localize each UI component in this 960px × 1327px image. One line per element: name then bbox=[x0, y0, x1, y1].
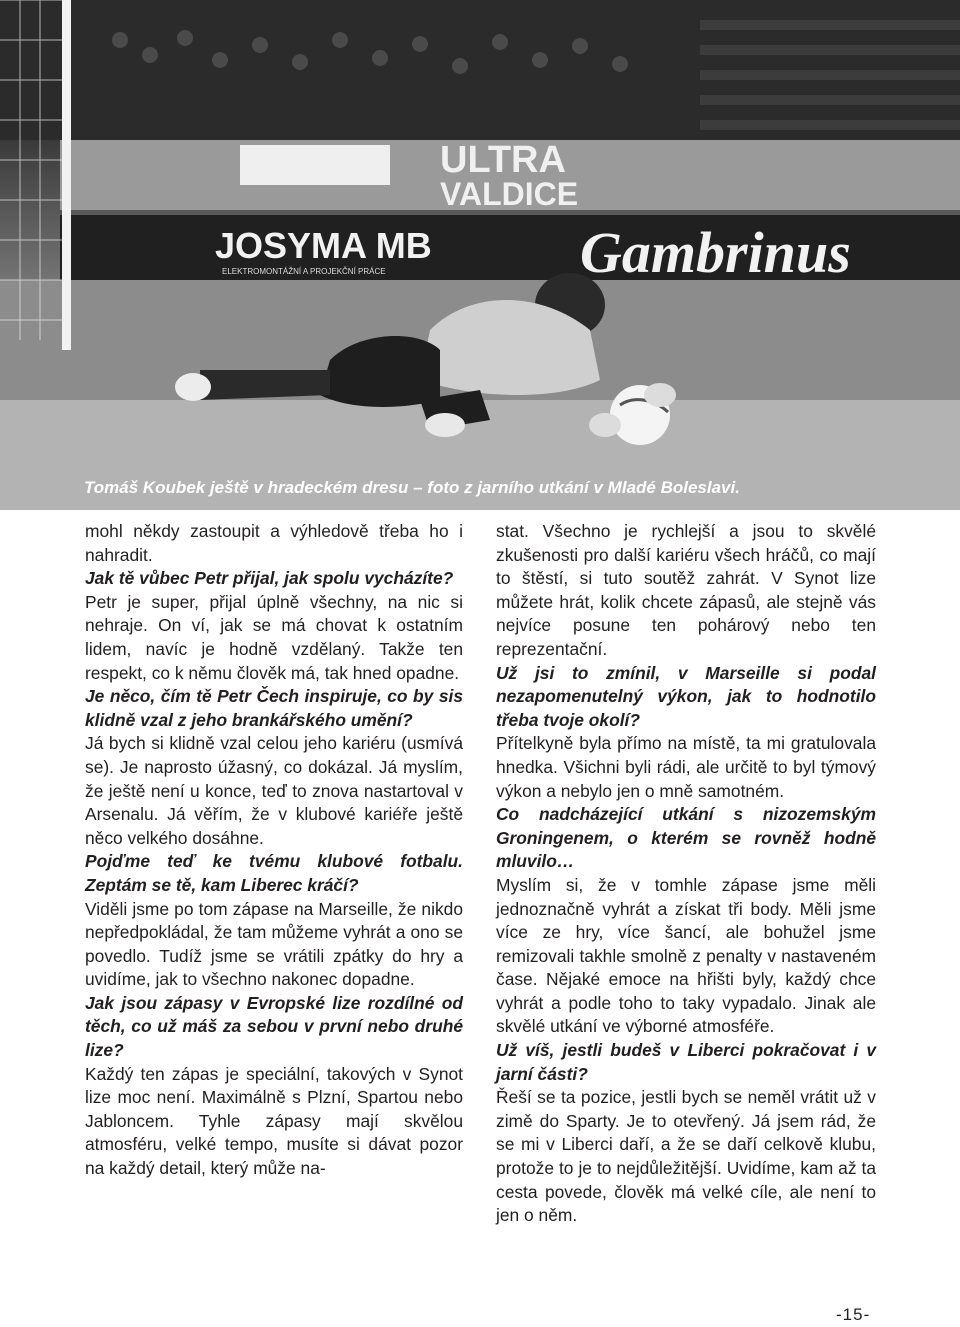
answer-paragraph: Řeší se ta pozice, jestli bych se neměl vrátit už v zimě do Sparty. Je to otevřený. Já jsem rád, že se mi v Liberci daří, a že se daří celkově klubu, protože to je to nejdůležitější. Uvidíme, kam až ta cesta povede, člověk má velké cíle, ale není to jen o něm. bbox=[496, 1087, 876, 1226]
banner-josyma: JOSYMA MB bbox=[215, 225, 432, 266]
photo-caption: Tomáš Koubek ještě v hradeckém dresu – foto z jarního utkání v Mladé Boleslavi. bbox=[84, 478, 740, 497]
banner-gambrinus: Gambrinus bbox=[580, 220, 851, 285]
question-paragraph: Co nadcházející utkání s nizozemským Groningenem, o kterém se rovněž hodně mluvilo… bbox=[496, 804, 876, 872]
answer-paragraph: stat. Všechno je rychlejší a jsou to skvělé zkušenosti pro další kariéru všech hráčů, co mají to štěstí, si tuto soutěž zahrát. V Synot lize můžete hrát, kolik chcete zápasů, ale stejně vás nejvíce posune ten pohárový nebo ten reprezentační. bbox=[496, 521, 876, 659]
article-right-column bbox=[496, 520, 876, 1228]
question-paragraph: Jak tě vůbec Petr přijal, jak spolu vycházíte? bbox=[85, 568, 454, 589]
question-paragraph: Pojďme teď ke tvému klubové fotbalu. Zeptám se tě, kam Liberec kráčí? bbox=[85, 851, 463, 895]
banner-valdice: VALDICE bbox=[440, 176, 579, 212]
answer-paragraph: mohl někdy zastoupit a výhledově třeba ho i nahradit. bbox=[85, 521, 463, 565]
banner-ultra: ULTRA bbox=[440, 139, 566, 181]
question-paragraph: Už jsi to zmínil, v Marseille si podal nezapomenutelný výkon, jak to hodnotilo třeba tvoje okolí? bbox=[496, 662, 876, 730]
goal-post bbox=[62, 0, 71, 350]
answer-paragraph: Petr je super, přijal úplně všechny, na nic si nehraje. On ví, jak se má chovat k ostatním lidem, navíc je hodně vzdělaný. Takže ten respekt, co k němu člověk má, tak hned opadne. bbox=[85, 591, 463, 683]
article-left-column bbox=[85, 520, 463, 1181]
question-paragraph: Je něco, čím tě Petr Čech inspiruje, co by sis klidně vzal z jeho brankářského umění? bbox=[85, 686, 463, 730]
stadium-scene bbox=[0, 0, 960, 510]
question-paragraph: Jak jsou zápasy v Evropské lize rozdílné od těch, co už máš za sebou v první nebo druhé lize? bbox=[85, 992, 463, 1061]
answer-paragraph: Přítelkyně byla přímo na místě, ta mi gratulovala hnedka. Všichni byli rádi, ale určitě to byl týmový výkon a nebylo jen o mně samotném. bbox=[496, 733, 876, 801]
banner-josyma-sub: ELEKTROMONTÁŽNÍ A PROJEKČNÍ PRÁCE bbox=[222, 267, 386, 276]
answer-paragraph: Viděli jsme po tom zápase na Marseille, že nikdo nepředpokládal, že tam můžeme vyhrát a ono se povedlo. Tudíž jsme se vrátili zpátky do hry a uvidíme, jak to všechno nakonec dopadne. bbox=[85, 898, 463, 990]
page-number: -15- bbox=[836, 1305, 871, 1324]
answer-paragraph: Já bych si klidně vzal celou jeho kariéru (usmívá se). Je naprosto úžasný, co dokázal. Já myslím, že ještě není u konce, teď to znova nastartoval v Arsenalu. Já věřím, že v klubové kariéře ještě něco velkého dosáhne. bbox=[85, 733, 463, 848]
question-paragraph: Už víš, jestli budeš v Liberci pokračovat i v jarní části? bbox=[496, 1040, 876, 1084]
answer-paragraph: Myslím si, že v tomhle zápase jsme měli jednoznačně vyhrát a získat tři body. Měli jsme více ze hry, více šancí, ale bohužel jsme remizovali takhle smolně z penalty v nastaveném čase. Nějaké emoce na hřišti byly, každý chce vyhrát a podle toho to taky vypadalo. Jinak ale skvělé utkání ve výborné atmosféře. bbox=[496, 874, 876, 1037]
answer-paragraph: Každý ten zápas je speciální, takových v Synot lize moc není. Maximálně s Plzní, Spartou nebo Jabloncem. Tyhle zápasy mají skvělou atmosféru, velké tempo, musíte si dávat pozor na každý detail, který může na- bbox=[85, 1063, 463, 1179]
goalkeeper-photo bbox=[0, 0, 960, 510]
